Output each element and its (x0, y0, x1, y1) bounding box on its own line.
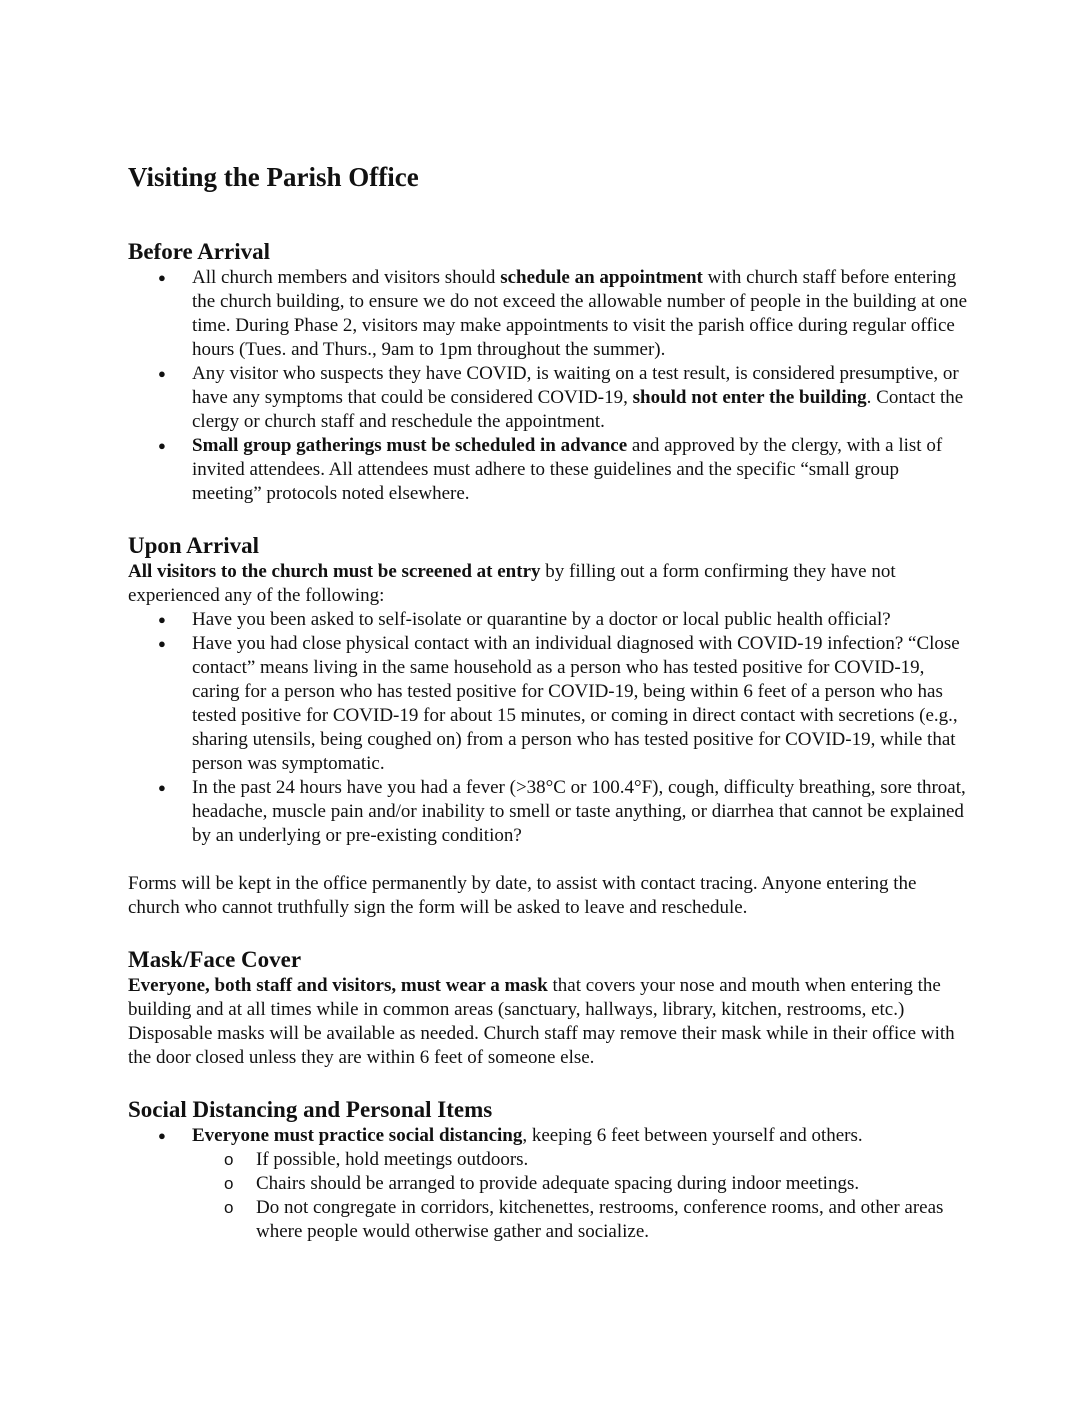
section-mask (128, 946, 968, 1070)
forms-paragraph: Forms will be kept in the office permanently by date, to assist with contact tracing. Anyone entering the church who cannot truthfully sign the form will be asked to leave and reschedule. (128, 873, 917, 918)
emphasis-text: should not enter the building (632, 387, 867, 408)
sub-list-item: o If possible, hold meetings outdoors. (128, 1148, 968, 1172)
section-heading-social-distancing: Social Distancing and Personal Items (128, 1097, 493, 1122)
section-before-arrival (128, 238, 968, 506)
list-item: ● Have you had close physical contact with an individual diagnosed with COVID-19 infection? “Close contact” means living in the same household as a person who has tested positive for COVID-19, caring for a person who has tested positive for COVID-19, being within 6 feet of a person who has tested positive for COVID-19 for about 15 minutes, or coming in direct contact with secretions (e.g., sharing utensils, being coughed on) from a person who has tested positive for COVID-19, while that person was symptomatic. (128, 632, 968, 776)
section-social-distancing (128, 1096, 968, 1244)
section-upon-arrival (128, 532, 968, 920)
sub-list-item: o Chairs should be arranged to provide adequate spacing during indoor meetings. (128, 1172, 968, 1196)
emphasis-text: Everyone, both staff and visitors, must wear a mask (128, 975, 548, 996)
list-item: ● Small group gatherings must be scheduled in advance and approved by the clergy, with a list of invited attendees. All attendees must adhere to these guidelines and the specific “small group meeting” protocols noted elsewhere. (128, 434, 968, 506)
section-heading-mask: Mask/Face Cover (128, 947, 302, 972)
emphasis-text: Small group gatherings must be scheduled in advance (192, 435, 628, 456)
list-item: ● Have you been asked to self-isolate or quarantine by a doctor or local public health official? (128, 608, 968, 632)
list-item: ● Everyone must practice social distancing, keeping 6 feet between yourself and others. (128, 1124, 968, 1148)
upon-arrival-intro: All visitors to the church must be screened at entry by filling out a form confirming they have not experienced any of the following: (128, 561, 896, 606)
list-item: ● All church members and visitors should schedule an appointment with church staff before entering the church building, to ensure we do not exceed the allowable number of people in the building at one time. During Phase 2, visitors may make appointments to visit the parish office during regular office hours (Tues. and Thurs., 9am to 1pm throughout the summer). (128, 266, 968, 362)
page-title: Visiting the Parish Office (128, 162, 419, 192)
mask-paragraph: Everyone, both staff and visitors, must wear a mask that covers your nose and mouth when entering the building and at all times while in common areas (sanctuary, hallways, library, kitchen, restrooms, etc.) Disposable masks will be available as needed. Church staff may remove their mask while in their office with the door closed unless they are within 6 feet of someone else. (128, 975, 955, 1068)
emphasis-text: Everyone must practice social distancing (192, 1125, 523, 1146)
sub-list-item: o Do not congregate in corridors, kitchenettes, restrooms, conference rooms, and other areas where people would otherwise gather and socialize. (128, 1196, 968, 1244)
screening-questions-list (128, 608, 968, 848)
emphasis-text: All visitors to the church must be screened at entry (128, 561, 541, 582)
before-arrival-list (128, 266, 968, 506)
list-item: ● Any visitor who suspects they have COVID, is waiting on a test result, is considered presumptive, or have any symptoms that could be considered COVID-19, should not enter the building. Contact the clergy or church staff and reschedule the appointment. (128, 362, 968, 434)
document-content (128, 160, 968, 1244)
emphasis-text: schedule an appointment (500, 267, 703, 288)
section-heading-upon-arrival: Upon Arrival (128, 533, 259, 558)
section-heading-before-arrival: Before Arrival (128, 239, 270, 264)
list-item: ● In the past 24 hours have you had a fever (>38°C or 100.4°F), cough, difficulty breathing, sore throat, headache, muscle pain and/or inability to smell or taste anything, or diarrhea that cannot be explained by an underlying or pre-existing condition? (128, 776, 968, 848)
distancing-list (128, 1124, 968, 1244)
